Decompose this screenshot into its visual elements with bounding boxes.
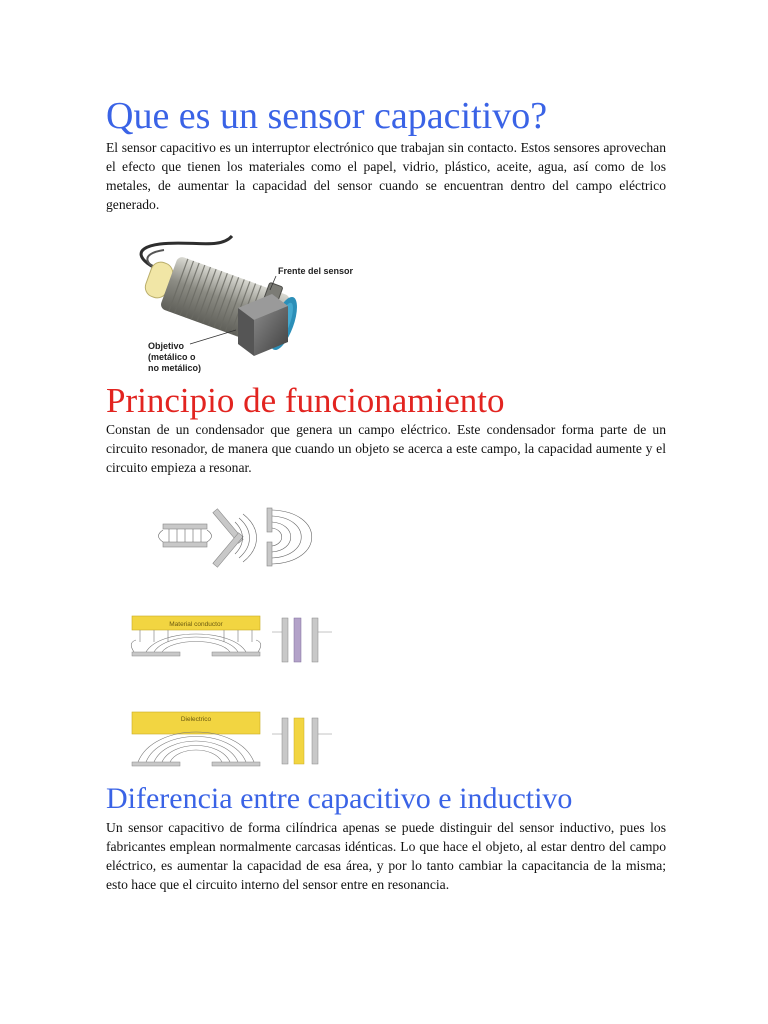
paragraph-sensor-capacitivo: El sensor capacitivo es un interruptor electrónico que trabajan sin contacto. Estos sensores aprovechan el efecto que tienen los materiales como el papel, vidrio, plástico, aceite, agua, así como de los metales, de aumentar la capacidad del sensor cuando se encuentran dentro del campo eléctrico generado. [106, 140, 666, 212]
parallel-plates-icon [159, 524, 212, 547]
conductor-field-diagram [126, 612, 346, 672]
paragraph-principio-funcionamiento: Constan de un condensador que genera un campo eléctrico. Este condensador forma parte de un circuito resonador, de manera que cuando un objeto se acerca a este campo, la capacidad aumente y el circuito empieza a resonar. [106, 422, 666, 475]
label-dielectrico: Dielectrico [180, 716, 212, 723]
coplanar-plates-icon [267, 508, 312, 566]
dielectric-field-diagram [126, 706, 346, 776]
heading-diferencia-capacitivo-inductivo: Diferencia entre capacitivo e inductivo [106, 782, 573, 815]
heading-principio-funcionamiento: Principio de funcionamiento [106, 381, 505, 420]
heading-sensor-capacitivo: Que es un sensor capacitivo? [106, 95, 548, 137]
capacitive-sensor-illustration [120, 232, 370, 374]
paragraph-diferencia-capacitivo-inductivo: Un sensor capacitivo de forma cilíndrica apenas se puede distinguir del sensor inductivo, pues los fabricantes emplean normalmente carcasas idénticas. Lo que hace el objeto, al estar dentro del campo eléctrico, es aumentar la capacidad de esa área, y por lo tanto cambiar la capacitancia de la misma; esto hace que el circuito interno del sensor entre en resonancia. [106, 820, 666, 892]
label-objetivo-2: (metálico o [148, 352, 196, 362]
label-objetivo-3: no metálico) [148, 363, 202, 373]
plate-geometry-diagram [155, 500, 335, 578]
tilted-plates-icon [213, 509, 257, 567]
label-frente-del-sensor: Frente del sensor [278, 266, 354, 276]
label-material-conductor: Material conductor [169, 621, 223, 628]
label-objetivo-1: Objetivo [148, 341, 185, 351]
